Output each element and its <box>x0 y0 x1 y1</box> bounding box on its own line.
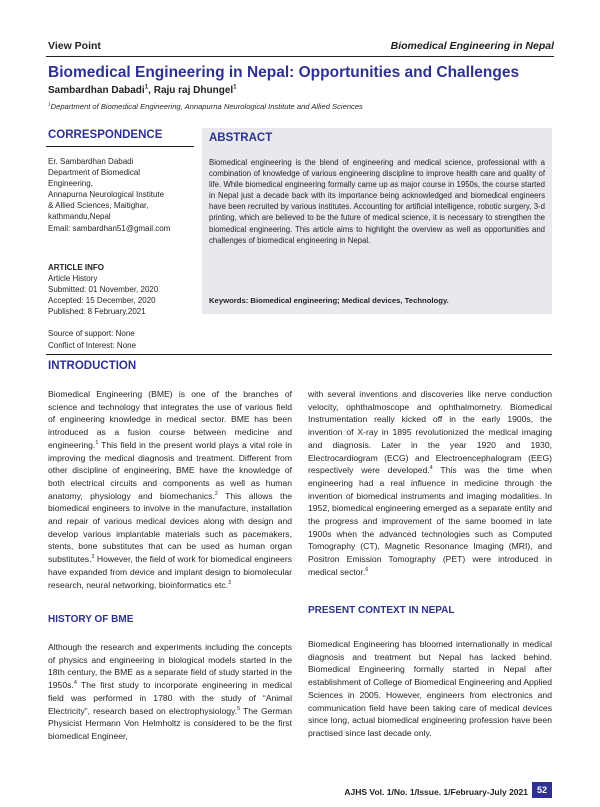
text-run: The first study to incorporate engineering in medical field was performed in 1780 with the study of “Animal Electricity”, research based on electrophysiology. <box>48 680 292 716</box>
introduction-heading: INTRODUCTION <box>48 360 137 372</box>
article-info-heading: ARTICLE INFO <box>48 263 104 272</box>
history-continued-paragraph <box>308 388 552 579</box>
text-run: with several inventions and discoveries like nerve conduction velocity, ophthalmoscope and ophthalmometry. Biomedical Instrumentation really kicked off in the early 1900s, the invention of X-ray in 1895 revolutionized the medical imaging and diagnosis. Later in the year 1920 and 1930, Electrocardiogram (ECG) and Electroencephalogram (EEG) respectively were developed. <box>308 389 552 476</box>
citation-mark: 3 <box>228 579 232 586</box>
correspondence-line: & Allied Sciences, Maitighar, <box>48 201 149 211</box>
source-of-support: Source of support: None <box>48 329 135 339</box>
correspondence-line: Er. Sambardhan Dabadi <box>48 157 134 166</box>
conflict-of-interest: Conflict of Interest: None <box>48 340 137 350</box>
author-affil-mark: 1 <box>233 83 237 91</box>
correspondence-line: Engineering, <box>48 179 93 189</box>
citation-mark: 2 <box>214 490 218 497</box>
text-run: This allows the biomedical engineers to involve in the manufacture, installation and repair of various medical devices along with design and develop various implantable materials such as pacemakers, stents, bone substitutes that can be used as human organ substitutes. <box>48 490 292 565</box>
keywords: Keywords: Biomedical engineering; Medical devices, Technology. <box>209 296 449 305</box>
citation-mark: 3 <box>91 554 95 561</box>
correspondence-rule <box>46 146 194 147</box>
affiliation-text: Department of Biomedical Engineering, Annapurna Neurological Institute and Allied Sciences <box>50 102 363 111</box>
correspondence-heading: CORRESPONDENCE <box>48 129 163 141</box>
text-run: However, the field of work for biomedical engineers have expanded from device and implant design to biomolecular research, neural networking, bioinformatics etc. <box>48 554 292 590</box>
running-head-right: Biomedical Engineering in Nepal <box>390 40 554 52</box>
text-run: Biomedical Engineering (BME) is one of the branches of science and technology that integrates the use of various field of engineering knowledge in medical sector. BME has been introduced as a fusion course between medicine and engineering. <box>48 389 292 450</box>
correspondence-line: Annapurna Neurological Institute <box>48 190 165 200</box>
citation-mark: 4 <box>73 680 77 687</box>
correspondence-block <box>48 156 198 234</box>
history-heading: HISTORY OF BME <box>48 614 134 625</box>
article-info-block <box>48 262 198 351</box>
text-run: Although the research and experiments including the concepts of physics and engineering in biological models started in the 18th century, the BME as a separate field of study started in the 1950s. <box>48 642 292 691</box>
author-name: Sambardhan Dabadi <box>48 85 145 96</box>
abstract-heading: ABSTRACT <box>209 132 273 144</box>
affiliation <box>48 102 363 111</box>
correspondence-email: Email: sambardhan51@gmail.com <box>48 223 171 233</box>
text-run: The German Physicist Hermann Von Helmholtz is considered to be the first biomedical Engineer, <box>48 705 292 741</box>
citation-mark: 1 <box>95 439 99 446</box>
author-name: Raju raj Dhungel <box>153 85 234 96</box>
affiliation-mark: 1 <box>48 101 51 107</box>
submitted-date: Submitted: 01 November, 2020 <box>48 285 159 295</box>
section-rule <box>46 354 552 355</box>
correspondence-line: Department of Biomedical <box>48 168 141 178</box>
text-run: This field in the present world plays a vital role in improving the medical diagnosis and treatment. Different from other discipline of engineering, BME have the knowledge of both electrical circuits and components as well as human anatomy, physiology and biomechanics. <box>48 439 292 501</box>
author-affil-mark: 1 <box>144 83 149 91</box>
citation-mark: 5 <box>237 705 241 712</box>
journal-footer: AJHS Vol. 1/No. 1/Issue. 1/February-July 2021 <box>344 787 528 797</box>
abstract-text: Biomedical engineering is the blend of engineering and medical science, professional with a combination of knowledge of various engineering discipline to improve health care and quality of life. While biomedical engineering formally came up as major course in 1950s, the course started in Nepal just a decade back with its importance being acknowledged and biomedical engineers have been recruited by various institutes. Accounting for artificial intelligence, robotic surgery, 3-d printing, which are believed to be the future of medical science, it is necessary to strengthen the biomedical engineering. This article aims to highlight the overview as well as opportunities and challenges of biomedical engineering in Nepal. <box>209 158 545 245</box>
published-date: Published: 8 February,2021 <box>48 307 146 317</box>
present-context-heading: PRESENT CONTEXT IN NEPAL <box>308 605 455 616</box>
accepted-date: Accepted: 15 December, 2020 <box>48 296 156 306</box>
introduction-paragraph <box>48 388 292 591</box>
page-number: 52 <box>532 782 552 798</box>
running-head-left: View Point <box>48 40 101 52</box>
text-run: This was the time when engineering had a real influence in medicine through the invention of biomedical instruments and imaging modalities. In 1952, biomedical engineering emerged as a separate entity and the progress and improvement of the same boomed in late 1900s when the advanced technologies such as Computed Tomography (CT), Magnetic Resonance Imaging (MRI), and Positron Emission Tomography (PET) were introduced in medical sector. <box>308 465 552 577</box>
header-rule <box>46 56 554 57</box>
article-history-label: Article History <box>48 274 98 284</box>
citation-mark: 6 <box>365 566 369 573</box>
correspondence-line: kathmandu,Nepal <box>48 212 111 222</box>
present-context-paragraph: Biomedical Engineering has bloomed internationally in medical diagnosis and treatment but Nepal has lacked behind. Biomedical Engineering formally started in Nepal after establishment of College of Biomedical Engineering and Applied Sciences in 2005. However, engineers from electronics and communication field have been taking care of medical devices since long, actual biomedical engineering profession have been practised since last decade only. <box>308 639 552 738</box>
article-title: Biomedical Engineering in Nepal: Opportunities and Challenges <box>48 64 520 81</box>
author-list: Sambardhan Dabadi$^1$, Raju raj Dhungel$^1$ <box>48 83 237 96</box>
citation-mark: 4 <box>429 465 433 472</box>
history-paragraph <box>48 641 292 743</box>
